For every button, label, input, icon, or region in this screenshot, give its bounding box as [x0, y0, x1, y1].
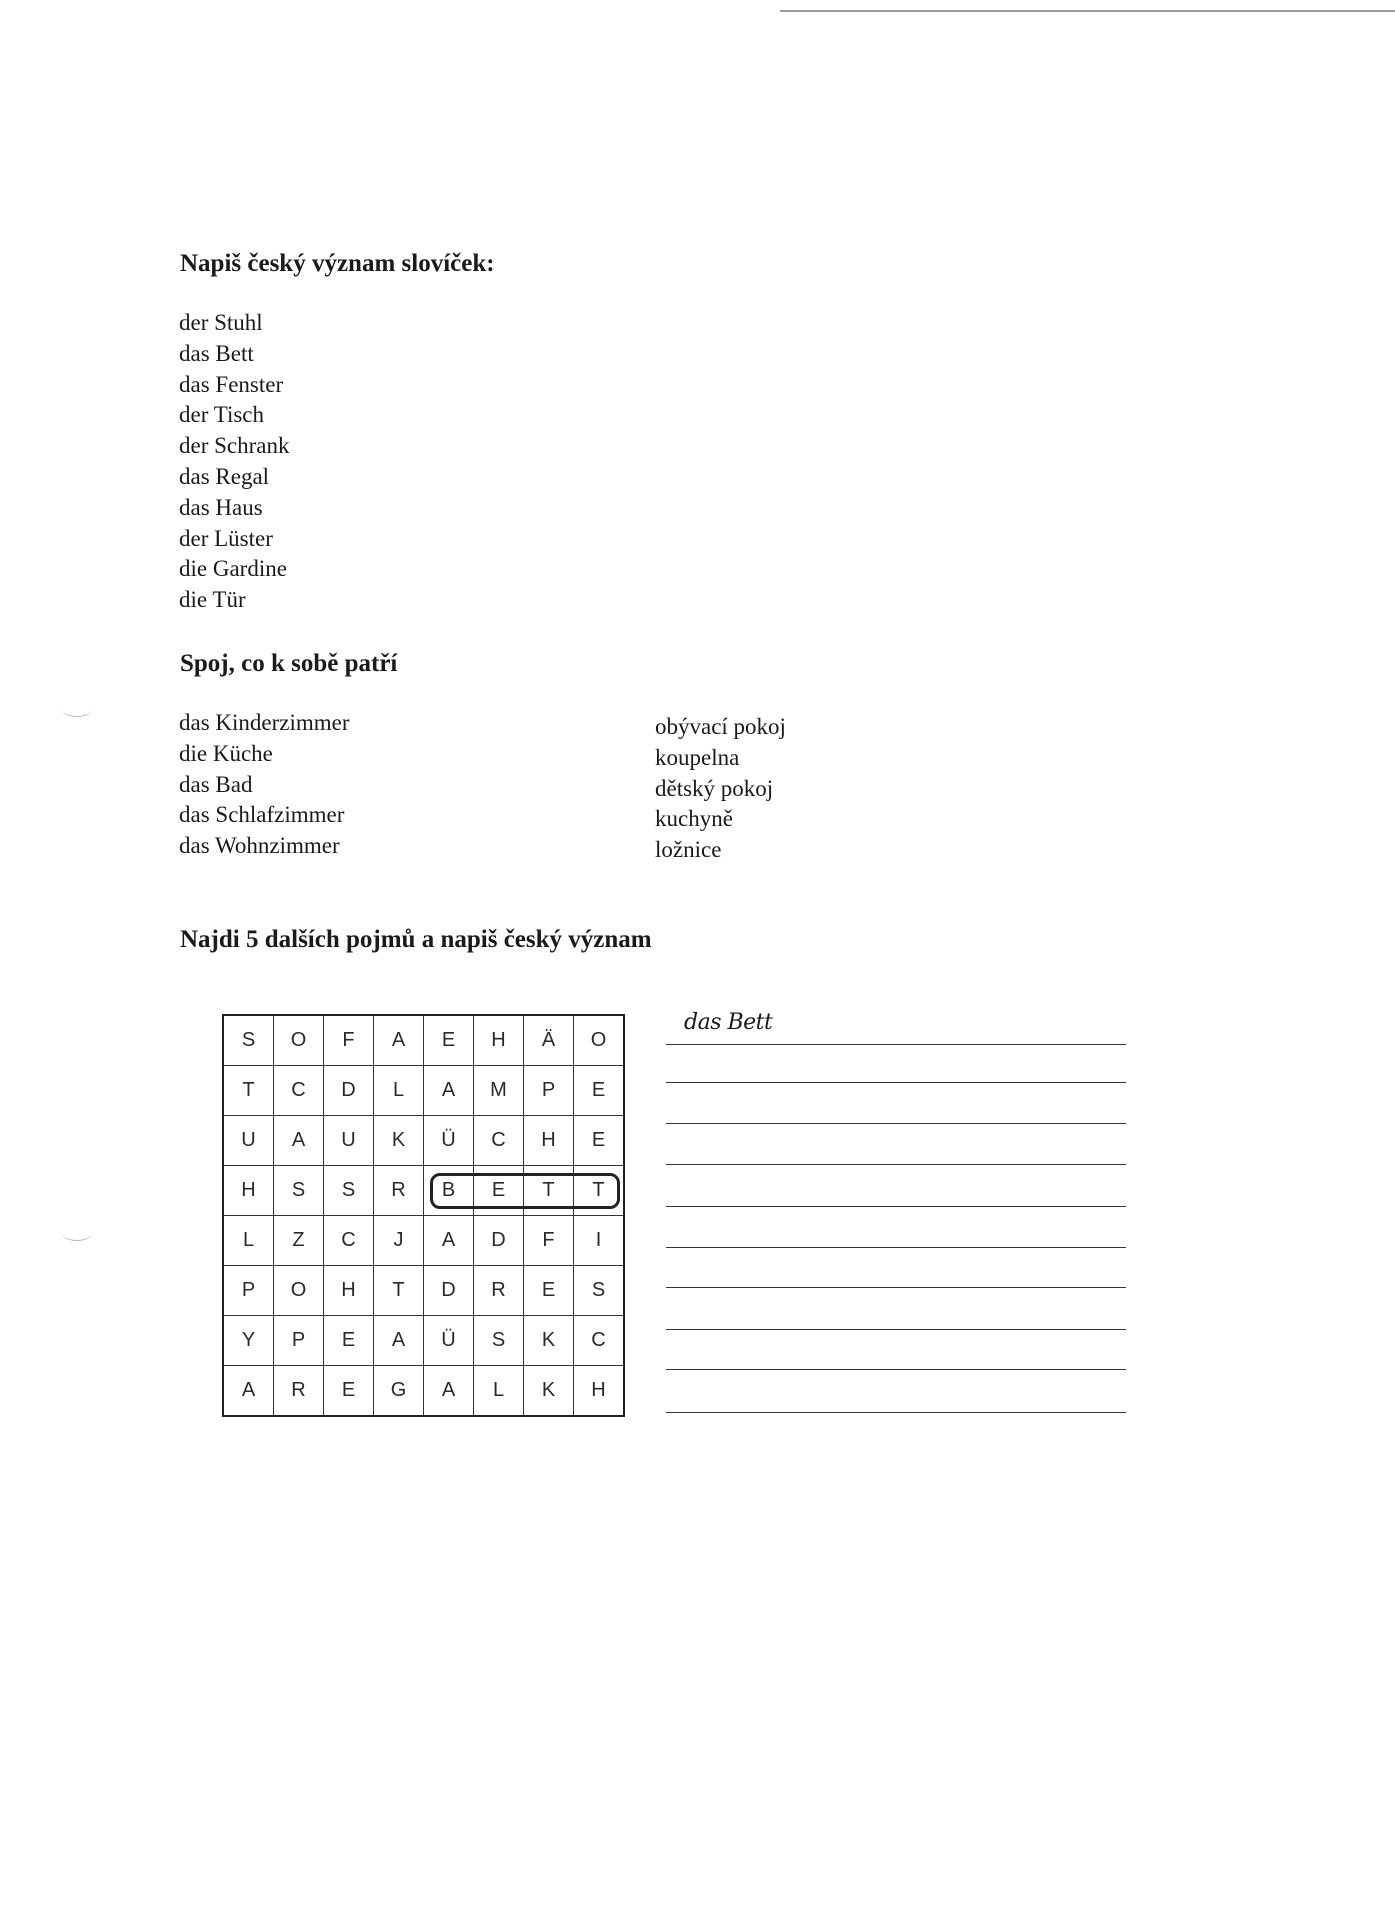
grid-cell[interactable]: S [474, 1316, 524, 1366]
exercise1-heading: Napiš český význam slovíček: [180, 250, 495, 277]
grid-cell[interactable]: E [574, 1066, 625, 1116]
grid-cell[interactable]: S [274, 1166, 324, 1216]
grid-cell[interactable]: A [374, 1316, 424, 1366]
grid-cell[interactable]: D [474, 1216, 524, 1266]
exercise3-heading: Najdi 5 dalších pojmů a napiš český význam [180, 926, 652, 953]
grid-cell[interactable]: R [474, 1266, 524, 1316]
grid-cell[interactable]: E [324, 1366, 374, 1417]
vocab-word: der Tisch [179, 402, 264, 428]
grid-cell[interactable]: T [574, 1166, 625, 1216]
room-word-german: das Wohnzimmer [179, 833, 340, 859]
grid-cell[interactable]: L [374, 1066, 424, 1116]
grid-cell[interactable]: H [524, 1116, 574, 1166]
grid-cell[interactable]: L [223, 1216, 274, 1266]
grid-cell[interactable]: H [223, 1166, 274, 1216]
grid-row [223, 1366, 624, 1417]
vocab-word: der Schrank [179, 433, 290, 459]
grid-cell[interactable]: A [274, 1116, 324, 1166]
vocab-word: der Stuhl [179, 310, 263, 335]
grid-row [223, 1015, 624, 1066]
grid-cell[interactable]: T [524, 1166, 574, 1216]
answer-line[interactable] [666, 1412, 1126, 1413]
answer-line[interactable] [666, 1044, 1126, 1045]
exercise1-word-list [179, 308, 290, 616]
room-word-german: das Schlafzimmer [179, 802, 345, 828]
grid-cell[interactable]: H [324, 1266, 374, 1316]
grid-cell[interactable]: Ü [424, 1116, 474, 1166]
answer-line[interactable] [666, 1329, 1126, 1330]
room-word-czech: kuchyně [655, 806, 733, 832]
grid-cell[interactable]: J [374, 1216, 424, 1266]
grid-cell[interactable]: M [474, 1066, 524, 1116]
grid-cell[interactable]: C [324, 1216, 374, 1266]
grid-cell[interactable]: R [374, 1166, 424, 1216]
grid-cell[interactable]: A [374, 1015, 424, 1066]
grid-cell[interactable]: C [274, 1066, 324, 1116]
answer-line[interactable] [666, 1164, 1126, 1165]
grid-cell[interactable]: T [223, 1066, 274, 1116]
grid-cell[interactable]: S [574, 1266, 625, 1316]
grid-cell[interactable]: H [574, 1366, 625, 1417]
grid-cell[interactable]: E [474, 1166, 524, 1216]
answer-line[interactable] [666, 1369, 1126, 1370]
answer-text[interactable]: das Bett [684, 1010, 773, 1035]
grid-cell[interactable]: S [223, 1015, 274, 1066]
answer-line[interactable] [666, 1206, 1126, 1207]
room-word-german: das Bad [179, 771, 253, 797]
vocab-word: das Fenster [179, 371, 284, 397]
grid-cell[interactable]: E [324, 1316, 374, 1366]
grid-cell[interactable]: O [274, 1266, 324, 1316]
grid-row [223, 1116, 624, 1166]
page-edge-line [780, 10, 1395, 12]
grid-cell[interactable]: D [324, 1066, 374, 1116]
answer-line[interactable] [666, 1287, 1126, 1288]
grid-row [223, 1266, 624, 1316]
grid-cell[interactable]: U [223, 1116, 274, 1166]
grid-cell[interactable]: Ä [524, 1015, 574, 1066]
grid-cell[interactable]: E [424, 1015, 474, 1066]
room-word-czech: dětský pokoj [655, 775, 774, 801]
grid-row [223, 1316, 624, 1366]
exercise2-german-list [179, 708, 350, 862]
grid-cell[interactable]: G [374, 1366, 424, 1417]
grid-cell[interactable]: L [474, 1366, 524, 1417]
grid-cell[interactable]: R [274, 1366, 324, 1417]
grid-cell[interactable]: S [324, 1166, 374, 1216]
grid-cell[interactable]: F [324, 1015, 374, 1066]
grid-cell[interactable]: E [524, 1266, 574, 1316]
grid-row [223, 1066, 624, 1116]
grid-cell[interactable]: P [274, 1316, 324, 1366]
vocab-word: das Regal [179, 463, 270, 489]
grid-cell[interactable]: I [574, 1216, 625, 1266]
exercise2-czech-list [655, 712, 786, 866]
answer-line[interactable] [666, 1247, 1126, 1248]
word-search-grid [222, 1014, 625, 1417]
grid-cell[interactable]: T [374, 1266, 424, 1316]
vocab-word: der Lüster [179, 525, 273, 551]
grid-cell[interactable]: C [574, 1316, 625, 1366]
room-word-czech: koupelna [655, 744, 740, 770]
vocab-word: das Haus [179, 494, 263, 520]
grid-cell[interactable]: K [374, 1116, 424, 1166]
grid-cell[interactable]: A [424, 1216, 474, 1266]
grid-cell[interactable]: B [424, 1166, 474, 1216]
vocab-word: die Gardine [179, 556, 287, 582]
grid-cell[interactable]: P [223, 1266, 274, 1316]
grid-cell[interactable]: O [274, 1015, 324, 1066]
grid-cell[interactable]: C [474, 1116, 524, 1166]
grid-cell[interactable]: Y [223, 1316, 274, 1366]
grid-cell[interactable]: A [424, 1366, 474, 1417]
grid-cell[interactable]: P [524, 1066, 574, 1116]
grid-cell[interactable]: U [324, 1116, 374, 1166]
grid-row [223, 1216, 624, 1266]
grid-cell[interactable]: A [223, 1366, 274, 1417]
answer-line[interactable] [666, 1123, 1126, 1124]
punch-hole-mark [62, 1226, 92, 1241]
grid-cell[interactable]: K [524, 1316, 574, 1366]
room-word-czech: obývací pokoj [655, 714, 786, 739]
punch-hole-mark [62, 702, 92, 717]
vocab-word: die Tür [179, 587, 246, 613]
grid-cell[interactable]: A [424, 1066, 474, 1116]
grid-cell[interactable]: K [524, 1366, 574, 1417]
grid-cell[interactable]: D [424, 1266, 474, 1316]
room-word-german: die Küche [179, 740, 273, 766]
grid-cell[interactable]: Z [274, 1216, 324, 1266]
room-word-czech: ložnice [655, 837, 722, 863]
grid-cell[interactable]: Ü [424, 1316, 474, 1366]
grid-cell[interactable]: O [574, 1015, 625, 1066]
grid-cell[interactable]: E [574, 1116, 625, 1166]
room-word-german: das Kinderzimmer [179, 710, 350, 735]
grid-cell[interactable]: F [524, 1216, 574, 1266]
exercise2-heading: Spoj, co k sobě patří [180, 650, 398, 677]
vocab-word: das Bett [179, 340, 254, 366]
grid-cell[interactable]: H [474, 1015, 524, 1066]
circled-word-bett [430, 1173, 620, 1209]
answer-line[interactable] [666, 1082, 1126, 1083]
